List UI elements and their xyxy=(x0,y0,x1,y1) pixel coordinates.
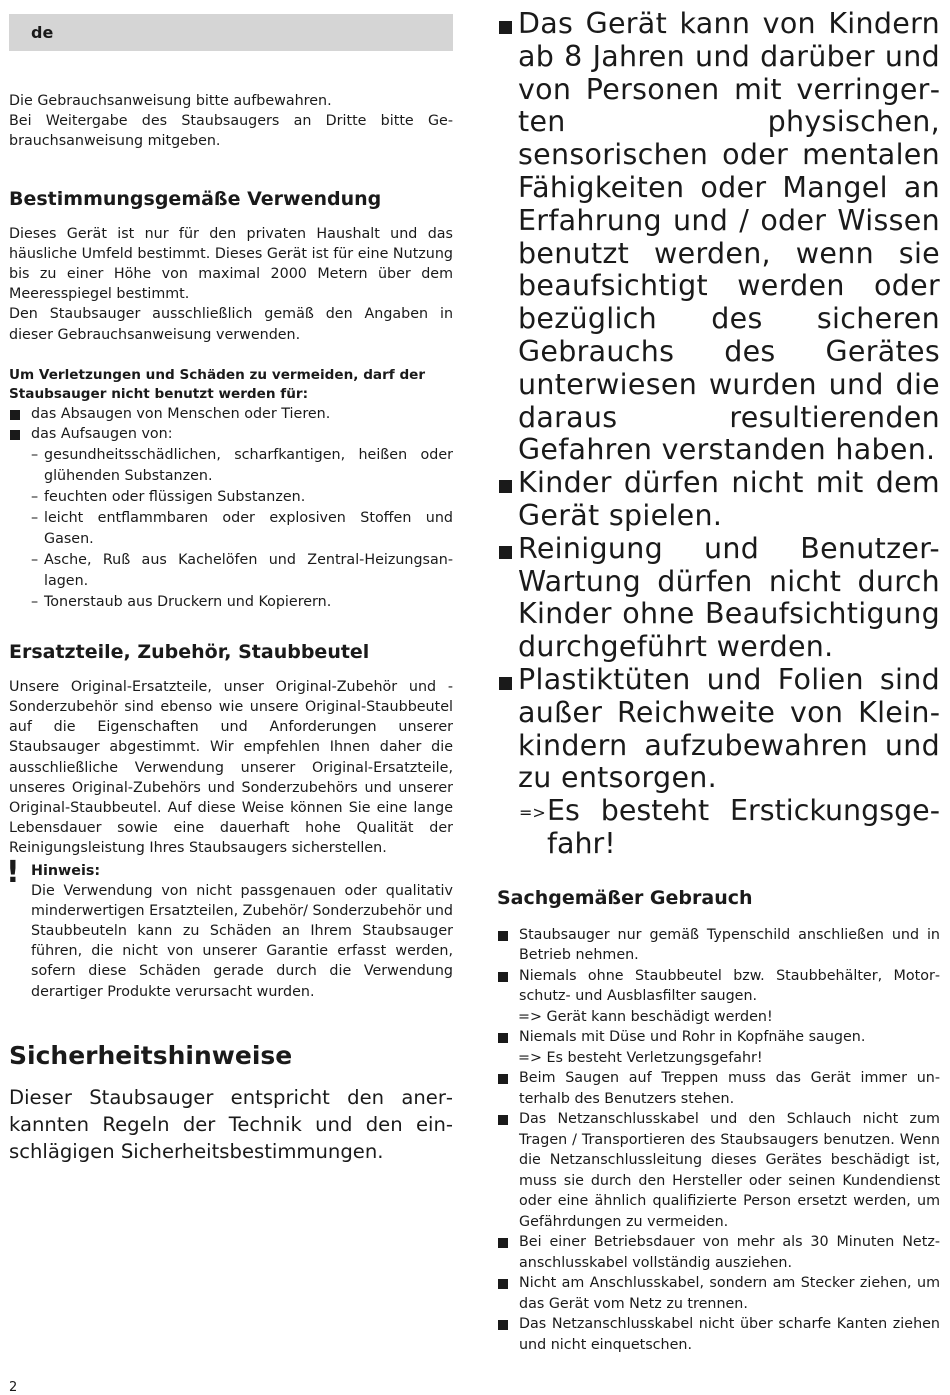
substances-list xyxy=(9,445,453,613)
suffocation-warning: => Es besteht Erstickungsgefahr! xyxy=(519,794,940,860)
square-bullet-icon xyxy=(498,1238,508,1248)
note-box xyxy=(6,854,453,1002)
list-item: Das Netzanschlusskabel und den Schlauch nicht zum Tragen / Transportieren des Staubsaugers benutzen. Wenn die Netzanschlussleitung dieses Gerätes beschädigt ist, muss sie durch den Hersteller oder seinen Kundendienst oder eine ähnlich qualifizierte Person ersetzt werden, um Gefährdungen zu vermeiden. xyxy=(497,1109,940,1232)
left-column xyxy=(6,14,453,1165)
intro-line-1: Die Gebrauchsanweisung bitte aufbewahren. xyxy=(9,93,332,109)
square-bullet-icon xyxy=(498,931,508,941)
language-bar xyxy=(9,14,453,51)
square-bullet-icon xyxy=(498,1074,508,1084)
list-item: Kinder dürfen nicht mit dem Gerät spielen. xyxy=(497,467,940,533)
exclamation-icon: ! xyxy=(6,854,20,890)
square-bullet-icon xyxy=(499,480,512,493)
list-item: Reinigung und Benutzer-Wartung dürfen nicht durch Kinder ohne Beaufsichtigung durchgeführt werden. xyxy=(497,533,940,664)
square-bullet-icon xyxy=(498,1115,508,1125)
note-text: Die Verwendung von nicht passgenauen oder qualitativ minderwertigen Ersatzteilen, Zubehör/ Sonderzubehör und Staubbeuteln kann zu Schäden an Ihrem Staubsauger führen, die nicht von unserer Garantie erfasst werden, sofern diese Schäden gerade durch die Verwendung derartiger Produkte verursacht wurden. xyxy=(31,882,453,1000)
square-bullet-icon xyxy=(499,21,512,34)
usage-heading: Bestimmungsgemäße Verwendung xyxy=(9,187,382,210)
usage-list xyxy=(9,404,453,445)
list-item: Das Gerät kann von Kindern ab 8 Jahren und darüber und von Personen mit verringerten physischen, sensorischen oder mentalen Fähigkeiten oder Mangel an Erfahrung und / oder Wissen benutzt werden, wenn sie beaufsichtigt werden oder bezüglich des sicheren Gebrauchs des Gerätes unterwiesen wurden und die daraus resultierenden Gefahren verstanden haben. xyxy=(497,8,940,467)
proper-use-list-3 xyxy=(497,1068,940,1355)
language-code: de xyxy=(31,23,54,42)
list-item: Beim Saugen auf Treppen muss das Gerät immer unterhalb des Benutzers stehen. xyxy=(497,1068,940,1109)
list-item: Niemals mit Düse und Rohr in Kopfnähe saugen. xyxy=(497,1027,940,1048)
list-item: Nicht am Anschlusskabel, sondern am Stecker ziehen, um das Gerät vom Netz zu trennen. xyxy=(497,1273,940,1314)
proper-use-list-2 xyxy=(497,1027,940,1048)
list-item: – feuchten oder flüssigen Substanzen. xyxy=(31,488,306,505)
list-item: Niemals ohne Staubbeutel bzw. Staubbehälter, Motorschutz- und Ausblasfilter saugen. xyxy=(497,966,940,1007)
list-item: Plastiktüten und Folien sind außer Reichweite von Kleinkindern aufzubewahren und zu entsorgen. xyxy=(497,664,940,795)
usage-paragraph-1: Dieses Gerät ist nur für den privaten Haushalt und das häusliche Umfeld bestimmt. Dieses Gerät ist für eine Nutzung bis zu einer Höhe von maximal 2000 Metern über dem Meeresspiegel bestimmt. xyxy=(9,225,453,303)
right-column xyxy=(497,8,940,1355)
page-number: 2 xyxy=(9,1380,18,1395)
list-item: Staubsauger nur gemäß Typenschild anschließen und in Betrieb nehmen. xyxy=(497,925,940,966)
square-bullet-icon xyxy=(498,1033,508,1043)
injury-warning: => Es besteht Verletzungsgefahr! xyxy=(518,1049,763,1066)
parts-paragraph: Unsere Original-Ersatzteile, unser Original-Zubehör und -Sonderzubehör sind ebenso wie unsere Original-Staubbeutel auf die Eigenschaften und Anforderungen unserer Staubsauger abgestimmt. Wir empfehlen Ihnen daher die ausschließliche Verwendung unserer Original-Ersatzteile, unseres Original-Zubehörs und Sonderzubehörs und unserer Original-Staubbeutel. Auf diese Weise können Sie eine lange Lebensdauer sowie eine dauerhaft hohe Qualität der Reinigungsleistung Ihres Staubsaugers sicherstellen. xyxy=(9,678,453,857)
square-bullet-icon xyxy=(499,677,512,690)
list-item: – gesundheitsschädlichen, scharfkantigen, heißen oder glühenden Substanzen. xyxy=(31,446,453,484)
damage-warning: => Gerät kann beschädigt werden! xyxy=(518,1008,773,1025)
usage-warning: Um Verletzungen und Schäden zu vermeiden, darf der Staubsauger nicht benutzt werden für: xyxy=(9,366,426,402)
proper-use-list xyxy=(497,925,940,1007)
intro-line-2: Bei Weitergabe des Staubsaugers an Dritte bitte Gebrauchsanweisung mitgeben. xyxy=(9,113,453,150)
proper-use-heading: Sachgemäßer Gebrauch xyxy=(497,886,753,909)
safety-paragraph: Dieser Staubsauger entspricht den anerkannten Regeln der Technik und den einschlägigen Sicherheitsbestimmungen. xyxy=(9,1085,453,1163)
large-safety-list xyxy=(497,8,940,795)
square-bullet-icon xyxy=(10,430,20,440)
list-item: das Absaugen von Menschen oder Tieren. xyxy=(9,404,453,425)
note-title: Hinweis: xyxy=(31,862,101,879)
safety-heading: Sicherheitshinweise xyxy=(9,1040,293,1070)
square-bullet-icon xyxy=(498,1320,508,1330)
arrow-icon: => xyxy=(519,803,546,823)
list-item: – Tonerstaub aus Druckern und Kopierern. xyxy=(31,593,332,610)
list-item: das Aufsaugen von: xyxy=(9,424,453,445)
usage-paragraph-2: Den Staubsauger ausschließlich gemäß den Angaben in dieser Gebrauchsanweisung verwenden. xyxy=(9,306,453,343)
list-item: Das Netzanschlusskabel nicht über scharfe Kanten ziehen und nicht einquetschen. xyxy=(497,1314,940,1355)
list-item: Bei einer Betriebsdauer von mehr als 30 Minuten Netzanschlusskabel vollständig ausziehen. xyxy=(497,1232,940,1273)
square-bullet-icon xyxy=(498,1279,508,1289)
square-bullet-icon xyxy=(499,546,512,559)
square-bullet-icon xyxy=(10,410,20,420)
list-item: – leicht entflammbaren oder explosiven Stoffen und Gasen. xyxy=(31,509,453,547)
square-bullet-icon xyxy=(498,972,508,982)
list-item: – Asche, Ruß aus Kachelöfen und Zentral-Heizungsanlagen. xyxy=(31,551,453,589)
parts-heading: Ersatzteile, Zubehör, Staubbeutel xyxy=(9,640,370,663)
